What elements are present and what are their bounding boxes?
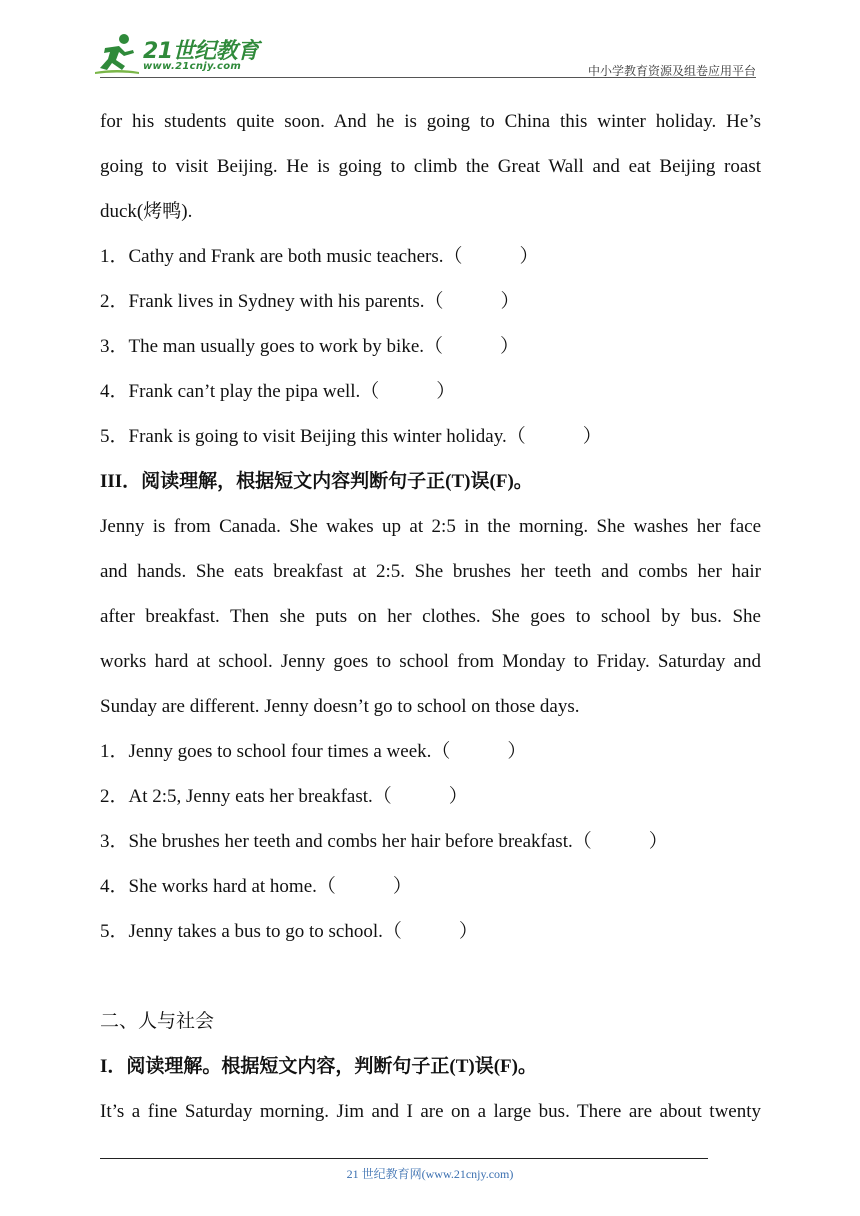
text-line: 5．Jenny takes a bus to go to school.（ ） [100, 921, 478, 942]
text-line: works hard at school. Jenny goes to school from Monday to Friday. Saturday and [100, 651, 761, 672]
text-line: 二、人与社会 [100, 1011, 215, 1032]
text-line: 2．Frank lives in Sydney with his parents.（ ） [100, 291, 520, 312]
text-line: after breakfast. Then she puts on her clothes. She goes to school by bus. She [100, 606, 761, 627]
section-heading: I．阅读理解。根据短文内容，判断句子正(T)误(F)。 [100, 1056, 537, 1077]
text-line: 1．Cathy and Frank are both music teachers.（ ） [100, 246, 539, 267]
header-tagline: 中小学教育资源及组卷应用平台 [587, 64, 756, 78]
logo-url: www.21cnjy.com [143, 61, 242, 72]
text-line: 2．At 2:5, Jenny eats her breakfast.（ ） [100, 786, 468, 807]
runner-logo-icon [95, 32, 141, 76]
text-line: 4．She works hard at home.（ ） [100, 876, 412, 897]
text-line: 3．The man usually goes to work by bike.（ ） [100, 336, 520, 357]
text-line: duck(烤鸭). [100, 201, 193, 222]
text-line: 4．Frank can’t play the pipa well.（ ） [100, 381, 456, 402]
text-line: 3．She brushes her teeth and combs her hair before breakfast.（ ） [100, 831, 668, 852]
header-divider [100, 77, 756, 78]
text-line: Sunday are different. Jenny doesn’t go to school on those days. [100, 696, 580, 717]
footer-divider [100, 1158, 708, 1159]
text-line: and hands. She eats breakfast at 2:5. She brushes her teeth and combs her hair [100, 561, 761, 582]
text-line: Jenny is from Canada. She wakes up at 2:5 in the morning. She washes her face [100, 516, 761, 537]
site-logo [95, 32, 260, 80]
blank-line [100, 954, 761, 999]
document-body [100, 99, 761, 1134]
text-line: going to visit Beijing. He is going to climb the Great Wall and eat Beijing roast [100, 156, 761, 177]
text-line: 1．Jenny goes to school four times a week.（ ） [100, 741, 527, 762]
text-line: It’s a fine Saturday morning. Jim and I are on a large bus. There are about twenty [100, 1101, 761, 1122]
section-heading: III．阅读理解，根据短文内容判断句子正(T)误(F)。 [100, 471, 533, 492]
footer-source: 21 世纪教育网(www.21cnjy.com) [346, 1167, 514, 1181]
text-line: for his students quite soon. And he is going to China this winter holiday. He’s [100, 111, 761, 132]
page-header [0, 0, 860, 90]
text-line: 5．Frank is going to visit Beijing this winter holiday.（ ） [100, 426, 602, 447]
logo-wordmark: 21世纪教育 [143, 39, 259, 64]
